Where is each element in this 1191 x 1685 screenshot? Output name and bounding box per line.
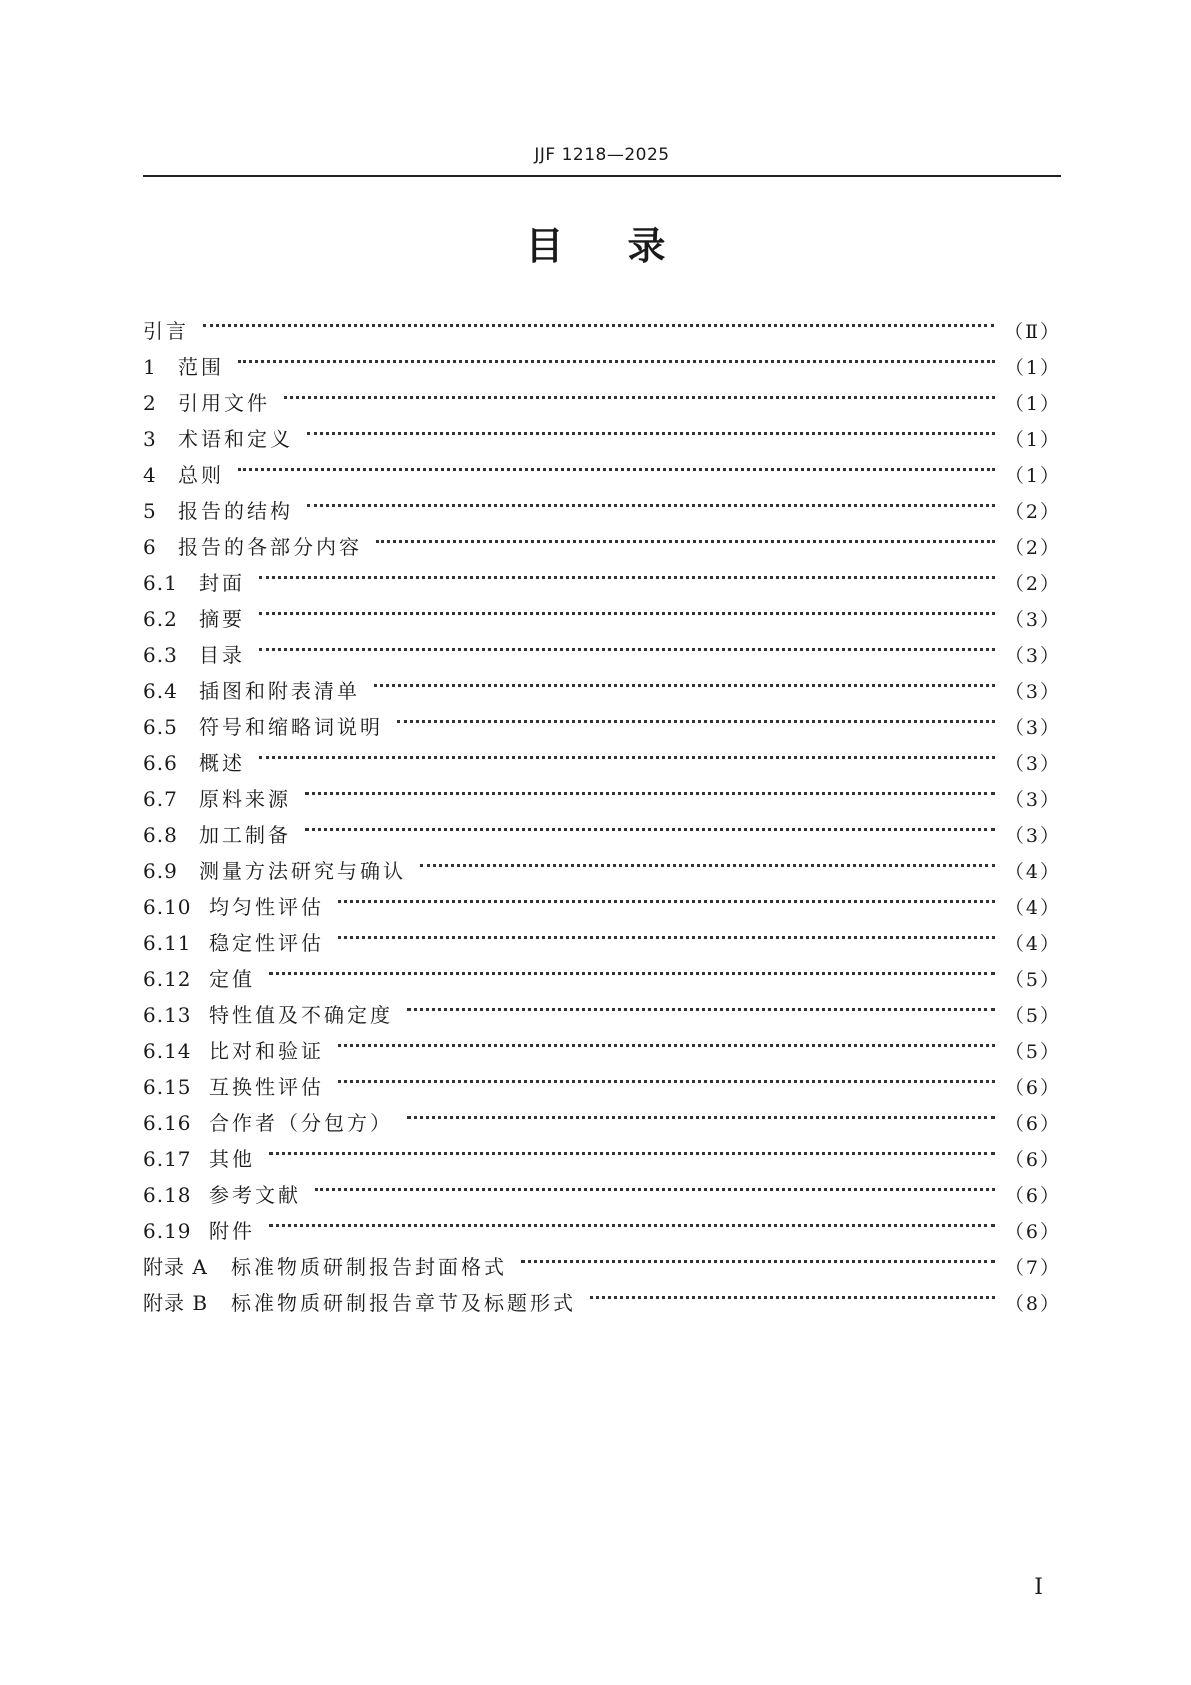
toc-entry-title: 术语和定义	[178, 427, 293, 451]
toc-entry-number: 附录 A	[143, 1255, 208, 1279]
page-number: Ⅰ	[1034, 1575, 1043, 1600]
toc-entry-page: （1）	[1004, 465, 1061, 487]
toc-leader-dots	[269, 1130, 995, 1166]
toc-entry-title: 比对和验证	[209, 1039, 324, 1063]
toc-entry-page: （3）	[1004, 609, 1061, 631]
toc-entry-number: 6	[143, 535, 157, 559]
toc-entry-number: 6.15	[143, 1075, 192, 1099]
toc-entry-page: （2）	[1004, 537, 1061, 559]
toc-entry-title: 引言	[143, 319, 189, 343]
toc-leader-dots	[374, 662, 995, 698]
toc-entry-title: 均匀性评估	[209, 895, 324, 919]
toc-entry-number: 6.5	[143, 715, 178, 739]
toc-entry[interactable]	[143, 482, 1061, 523]
toc-entry-number: 6.8	[143, 823, 178, 847]
toc-entry-page: （8）	[1004, 1293, 1061, 1315]
toc-entry-page: （3）	[1004, 825, 1061, 847]
toc-leader-dots	[307, 482, 995, 518]
toc-entry-title: 特性值及不确定度	[209, 1003, 393, 1027]
toc-leader-dots	[307, 410, 995, 446]
toc-entry-title: 报告的各部分内容	[178, 535, 362, 559]
toc-entry-number: 6.17	[143, 1147, 192, 1171]
toc-entry[interactable]	[143, 626, 1061, 667]
toc-entry-page: （1）	[1004, 429, 1061, 451]
toc-entry[interactable]	[143, 1130, 1061, 1171]
toc-entry-title: 插图和附表清单	[199, 679, 360, 703]
page-title: 目录	[525, 224, 730, 268]
toc-entry-page: （4）	[1004, 897, 1061, 919]
toc-leader-dots	[397, 698, 995, 734]
toc-entry-number: 6.16	[143, 1111, 192, 1135]
toc-entry-page: （3）	[1004, 681, 1061, 703]
toc-leader-dots	[259, 554, 995, 590]
toc-leader-dots	[269, 1202, 995, 1238]
toc-leader-dots	[315, 1166, 995, 1202]
toc-entry-title: 符号和缩略词说明	[199, 715, 383, 739]
toc-entry-title: 其他	[209, 1147, 255, 1171]
toc-leader-dots	[284, 374, 995, 410]
toc-entry-title: 定值	[209, 967, 255, 991]
toc-entry-title: 原料来源	[199, 787, 291, 811]
toc-entry-page: （1）	[1004, 393, 1061, 415]
toc-entry[interactable]	[143, 374, 1061, 415]
toc-entry[interactable]	[143, 986, 1061, 1027]
toc-entry-page: （6）	[1004, 1077, 1061, 1099]
toc-entry-title: 总则	[178, 463, 224, 487]
toc-entry[interactable]	[143, 590, 1061, 631]
toc-leader-dots	[420, 842, 995, 878]
toc-entry-page: （3）	[1004, 789, 1061, 811]
toc-leader-dots	[203, 302, 994, 338]
toc-leader-dots	[376, 518, 995, 554]
toc-leader-dots	[238, 338, 995, 374]
toc-entry-number: 6.12	[143, 967, 192, 991]
toc-entry-page: （5）	[1004, 969, 1061, 991]
toc-entry[interactable]	[143, 338, 1061, 379]
toc-entry[interactable]	[143, 1238, 1061, 1279]
toc-entry[interactable]	[143, 446, 1061, 487]
toc-leader-dots	[259, 734, 995, 770]
toc-entry-number: 6.3	[143, 643, 178, 667]
toc-entry-title: 标准物质研制报告封面格式	[231, 1255, 507, 1279]
toc-entry-number: 2	[143, 391, 157, 415]
toc-leader-dots	[338, 914, 995, 950]
toc-leader-dots	[521, 1238, 995, 1274]
toc-leader-dots	[238, 446, 995, 482]
toc-entry[interactable]	[143, 302, 1061, 343]
toc-entry-title: 标准物质研制报告章节及标题形式	[231, 1291, 576, 1315]
page-header	[143, 143, 1061, 177]
toc-leader-dots	[305, 770, 995, 806]
toc-entry-page: （5）	[1004, 1041, 1061, 1063]
toc-entry-page: （6）	[1004, 1113, 1061, 1135]
toc-entry-number: 6.1	[143, 571, 178, 595]
toc-entry-page: （3）	[1004, 753, 1061, 775]
toc-leader-dots	[407, 986, 995, 1022]
toc-entry-number: 6.9	[143, 859, 178, 883]
toc-entry-number: 6.6	[143, 751, 178, 775]
toc-entry-title: 参考文献	[209, 1183, 301, 1207]
toc-entry-title: 范围	[178, 355, 224, 379]
toc-entry-page: （2）	[1004, 501, 1061, 523]
toc-entry-title: 概述	[199, 751, 245, 775]
toc-entry[interactable]	[143, 950, 1061, 991]
document-code: JJF 1218—2025	[534, 145, 670, 165]
toc-entry-title: 合作者（分包方）	[209, 1111, 393, 1135]
toc-leader-dots	[407, 1094, 995, 1130]
toc-leader-dots	[305, 806, 995, 842]
toc-entry-title: 互换性评估	[209, 1075, 324, 1099]
toc-entry-page: （6）	[1004, 1149, 1061, 1171]
toc-entry-number: 6.10	[143, 895, 192, 919]
toc-leader-dots	[338, 1022, 995, 1058]
toc-entry-page: （3）	[1004, 645, 1061, 667]
toc-entry-page: （2）	[1004, 573, 1061, 595]
toc-entry-number: 6.19	[143, 1219, 192, 1243]
toc-entry[interactable]	[143, 734, 1061, 775]
toc-entry[interactable]	[143, 1166, 1061, 1207]
table-of-contents	[143, 302, 1061, 1315]
toc-entry[interactable]	[143, 554, 1061, 595]
toc-entry[interactable]	[143, 770, 1061, 811]
toc-entry-number: 4	[143, 463, 157, 487]
toc-leader-dots	[338, 878, 995, 914]
toc-entry-number: 6.18	[143, 1183, 192, 1207]
toc-entry-page: （3）	[1004, 717, 1061, 739]
toc-entry-page: （7）	[1004, 1257, 1061, 1279]
toc-entry[interactable]	[143, 662, 1061, 703]
toc-entry-number: 3	[143, 427, 157, 451]
toc-entry-title: 摘要	[199, 607, 245, 631]
toc-entry-title: 目录	[199, 643, 245, 667]
toc-leader-dots	[590, 1274, 995, 1310]
toc-entry-number: 6.11	[143, 931, 192, 955]
toc-entry-number: 6.7	[143, 787, 178, 811]
toc-entry[interactable]	[143, 410, 1061, 451]
toc-entry-number: 6.2	[143, 607, 178, 631]
toc-leader-dots	[338, 1058, 995, 1094]
toc-entry-page: （6）	[1004, 1221, 1061, 1243]
toc-leader-dots	[259, 590, 995, 626]
toc-entry-title: 引用文件	[178, 391, 270, 415]
toc-entry-page: （6）	[1004, 1185, 1061, 1207]
toc-leader-dots	[269, 950, 995, 986]
toc-entry-number: 5	[143, 499, 157, 523]
toc-entry-title: 加工制备	[199, 823, 291, 847]
toc-entry-number: 6.13	[143, 1003, 192, 1027]
toc-entry-page: （1）	[1004, 357, 1061, 379]
toc-entry-title: 封面	[199, 571, 245, 595]
toc-entry[interactable]	[143, 1202, 1061, 1243]
toc-entry-title: 附件	[209, 1219, 255, 1243]
toc-entry-number: 6.14	[143, 1039, 192, 1063]
toc-entry-title: 报告的结构	[178, 499, 293, 523]
toc-entry-page: （Ⅱ）	[1004, 321, 1061, 343]
toc-entry-number: 1	[143, 355, 157, 379]
toc-entry-page: （4）	[1004, 933, 1061, 955]
toc-leader-dots	[259, 626, 995, 662]
toc-entry-title: 测量方法研究与确认	[199, 859, 406, 883]
toc-entry-number: 6.4	[143, 679, 178, 703]
toc-entry-number: 附录 B	[143, 1291, 209, 1315]
toc-entry-page: （4）	[1004, 861, 1061, 883]
toc-entry-page: （5）	[1004, 1005, 1061, 1027]
toc-entry-title: 稳定性评估	[209, 931, 324, 955]
